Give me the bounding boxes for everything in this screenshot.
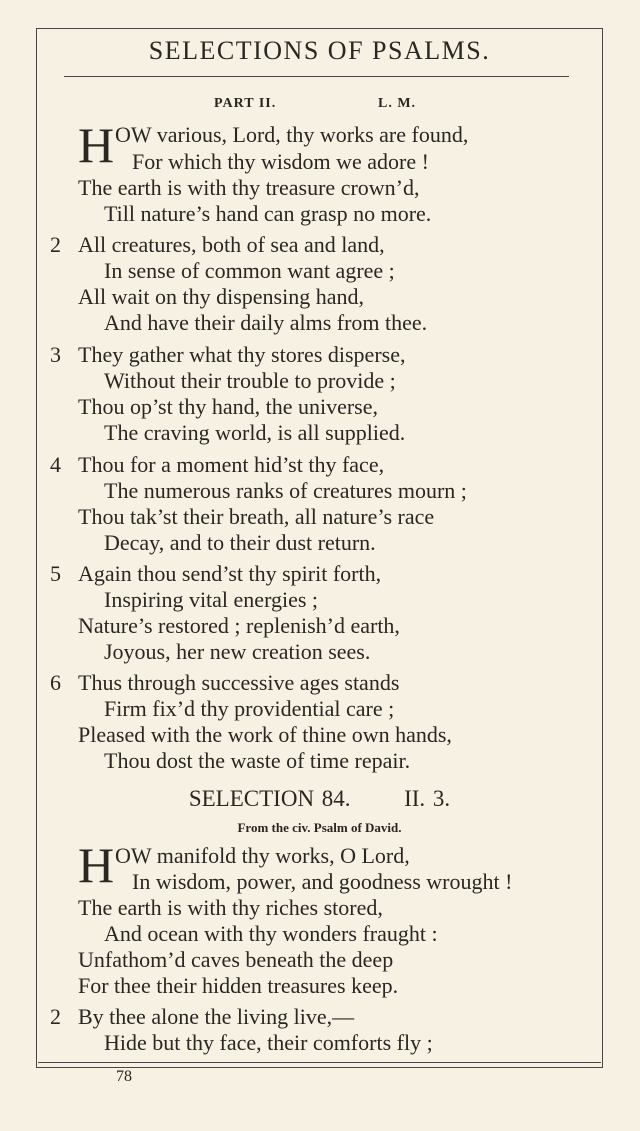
verse-line: Decay, and to their dust return. [104, 530, 376, 555]
verse-line: All creatures, both of sea and land, [78, 232, 385, 257]
verse-number: 4 [50, 452, 61, 477]
verse-line: Inspiring vital energies ; [104, 587, 319, 612]
verse-line: The earth is with thy riches stored, [78, 895, 383, 920]
verse-line: They gather what thy stores disperse, [78, 342, 406, 367]
verse-line: And have their daily alms from thee. [104, 310, 428, 335]
verse-line: Hide but thy face, their comforts fly ; [104, 1030, 433, 1055]
selection-title: SELECTION 84. [188, 786, 351, 811]
part-label: PART II. [214, 96, 277, 111]
verse-line: Thou op’st thy hand, the universe, [78, 394, 379, 419]
verse-line: Thus through successive ages stands [78, 670, 400, 695]
selection-heading [36, 786, 603, 812]
verse-line: By thee alone the living live,— [78, 1004, 355, 1029]
verse-number: 2 [50, 1004, 61, 1029]
verse-line: OW various, Lord, thy works are found, [115, 122, 469, 147]
verse-line: OW manifold thy works, O Lord, [115, 843, 410, 868]
meter-label: L. M. [378, 96, 417, 111]
footer-rule [38, 1062, 601, 1063]
verse-line: The numerous ranks of creatures mourn ; [104, 478, 467, 503]
verse-line: For thee their hidden treasures keep. [78, 973, 399, 998]
verse-number: 2 [50, 232, 61, 257]
verse-number: 3 [50, 342, 61, 367]
selection-source: From the civ. Psalm of David. [237, 820, 402, 835]
verse-line: All wait on thy dispensing hand, [78, 284, 364, 309]
verse-line: Firm fix’d thy providential care ; [104, 696, 395, 721]
verse-line: In wisdom, power, and goodness wrought ! [132, 869, 513, 894]
drop-cap: H [78, 117, 115, 173]
verse-line: The craving world, is all supplied. [104, 420, 406, 445]
verse-number: 5 [50, 561, 61, 586]
selection-meter: II. 3. [404, 786, 451, 811]
verse-line: Thou tak’st their breath, all nature’s race [78, 504, 435, 529]
verse-line: Thou dost the waste of time repair. [104, 748, 411, 773]
drop-cap: H [78, 837, 115, 893]
verse-line: The earth is with thy treasure crown’d, [78, 175, 420, 200]
verse-line: Without their trouble to provide ; [104, 368, 396, 393]
page-title: SELECTIONS OF PSALMS. [148, 36, 491, 65]
page-number: 78 [116, 1068, 132, 1085]
verse-line: Nature’s restored ; replenish’d earth, [78, 613, 400, 638]
verse-line: In sense of common want agree ; [104, 258, 395, 283]
verse-line: Unfathom’d caves beneath the deep [78, 947, 394, 972]
verse-line: Again thou send’st thy spirit forth, [78, 561, 382, 586]
header-rule [64, 76, 569, 77]
verse-line: For which thy wisdom we adore ! [132, 149, 429, 174]
verse-line: Thou for a moment hid’st thy face, [78, 452, 385, 477]
verse-line: Pleased with the work of thine own hands, [78, 722, 452, 747]
verse-line: Till nature’s hand can grasp no more. [104, 201, 432, 226]
verse-number: 6 [50, 670, 61, 695]
verse-line: Joyous, her new creation sees. [104, 639, 371, 664]
verse-line: And ocean with thy wonders fraught : [104, 921, 438, 946]
